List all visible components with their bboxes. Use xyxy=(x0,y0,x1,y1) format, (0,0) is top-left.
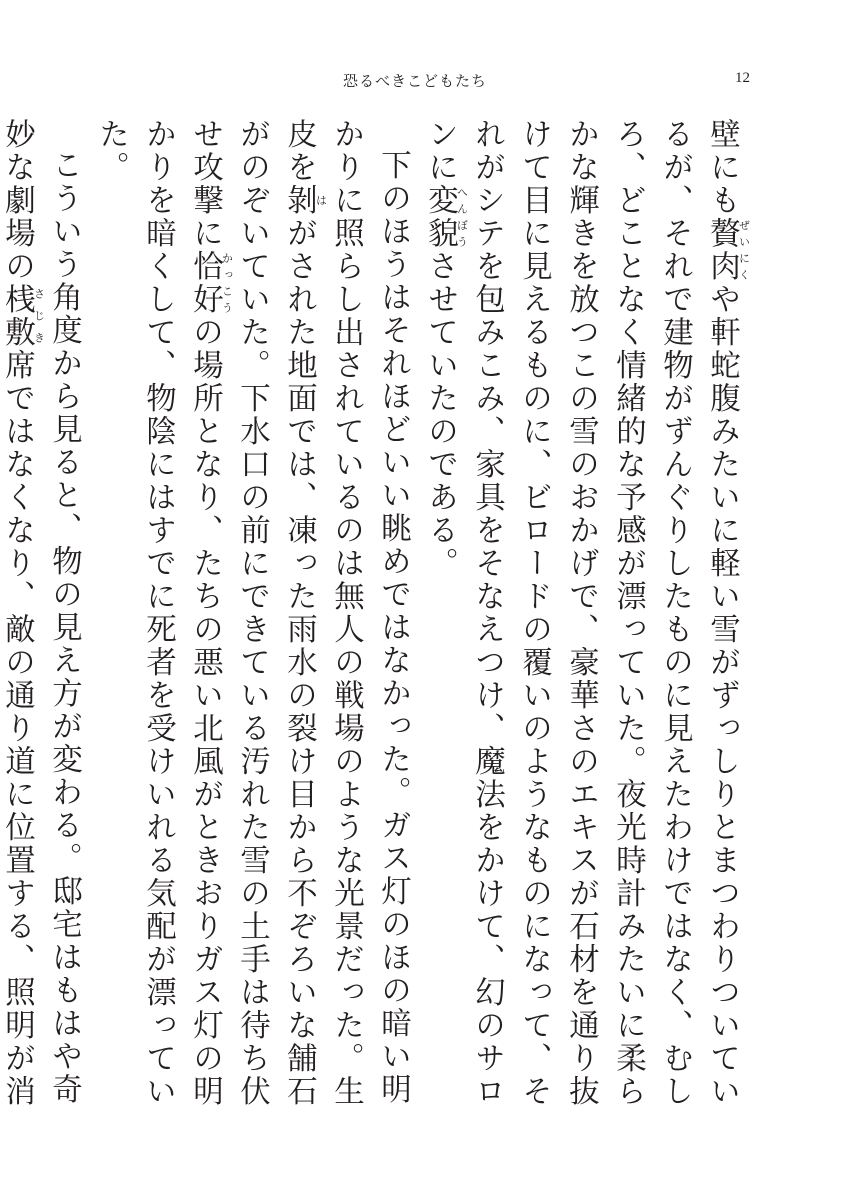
paragraph-2-text-c: の場所となり、たちの悪い北風がときおりガス灯の明かりを暗くして、物陰にはすでに死者を受けいれる気配が漂っていた。 xyxy=(93,118,223,1108)
ruby-hagu-base: 剝 xyxy=(281,184,317,217)
ruby-henbou-base: 変貌 xyxy=(422,184,458,250)
ruby-kakkou-base: 恰好 xyxy=(187,250,223,316)
paragraph-1-text-a: 壁にも xyxy=(704,118,740,217)
paragraph-3-text-a: こういう角度から見ると、物の見え方が変わる。邸宅はもはや奇妙な劇場の xyxy=(0,118,82,1106)
ruby-kakkou xyxy=(187,250,234,316)
paragraph-2-text-a: 下のほうはそれほどいい眺めではなかった。ガス灯のほの暗い明かりに照らし出されているのは無人の戦場のような光景だった。生皮を xyxy=(281,118,411,1108)
ruby-zeiniku xyxy=(704,217,751,283)
ruby-hagu-reading: は xyxy=(314,184,328,217)
paragraph-1 xyxy=(417,118,751,1118)
page-number: 12 xyxy=(735,70,750,86)
paragraph-3-text-b: 席ではなくなり、敵の通り道に位置する、照明が消 xyxy=(0,349,35,1108)
paragraph-2-text-b: がされた地面では、凍った雨水の裂け目から不ぞろいな舗石がのぞいていた。下水口の前にできている汚れた雪の土手は待ち伏せ攻撃に xyxy=(187,118,317,1108)
running-header-title: 恐るべきこどもたち xyxy=(343,72,488,90)
ruby-sajiki-reading: さじき xyxy=(32,283,46,349)
ruby-henbou xyxy=(422,184,469,250)
running-header xyxy=(0,70,841,94)
ruby-sajiki-base: 桟敷 xyxy=(0,283,35,349)
paragraph-1-text-c: させていたのである。 xyxy=(422,250,458,580)
ruby-zeiniku-base: 贅肉 xyxy=(704,217,740,283)
vertical-body-text xyxy=(0,118,751,1118)
ruby-sajiki xyxy=(0,283,46,349)
ruby-henbou-reading: へんぼう xyxy=(455,184,469,250)
paragraph-3 xyxy=(0,118,88,1118)
ruby-zeiniku-reading: ぜいにく xyxy=(737,217,751,283)
ruby-kakkou-reading: かっこう xyxy=(220,250,234,316)
paragraph-2 xyxy=(88,118,417,1118)
ruby-hagu xyxy=(281,184,328,217)
paragraph-1-text-b: や軒蛇腹みたいに軽い雪がずっしりとまつわりついているが、それで建物がずんぐりしたものに見えたわけではなく、むしろ、どことなく情緒的な予感が漂っていた。夜光時計みたいに柔らかな輝きを放つこの雪のおかげで、豪華さのエキスが石材を通り抜けて目に見えるものに、ビロードの覆いのようなものになって、それがシテを包みこみ、家具をそなえつけ、魔法をかけて、幻のサロンに xyxy=(422,118,740,1108)
